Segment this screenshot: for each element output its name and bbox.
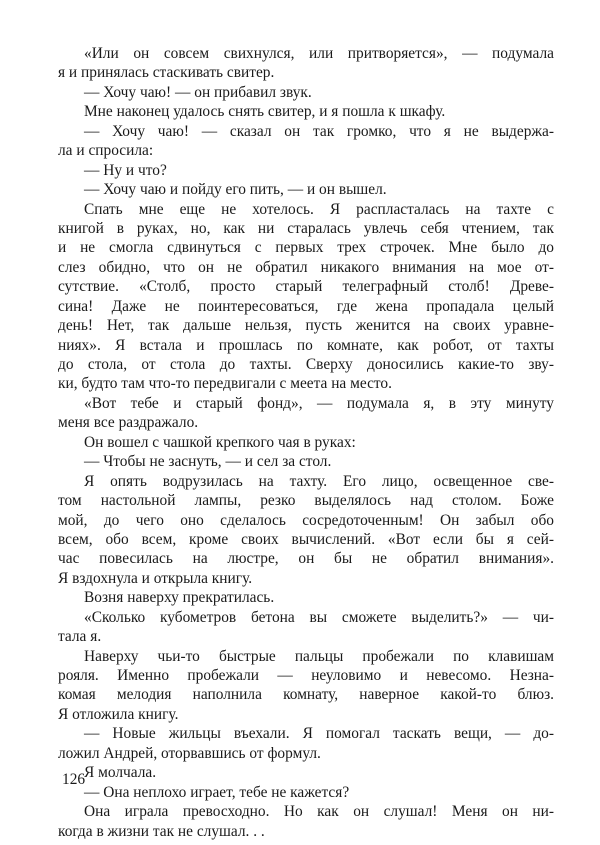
text-line: тала я. xyxy=(58,628,102,646)
text-line: сина! Даже не поинтересоваться, где жена пропадала целый xyxy=(58,297,554,315)
text-line: Спать мне еще не хотелось. Я распласталась на тахте с xyxy=(84,200,554,218)
text-line: день! Нет, так дальше нельзя, пусть женится на своих уравне- xyxy=(58,317,554,335)
text-line: ниях». Я встала и прошлась по комнате, как робот, от тахты xyxy=(58,336,554,354)
text-line: ложил Андрей, оторвавшись от формул. xyxy=(58,744,321,762)
text-line: ла и спросила: xyxy=(58,142,154,160)
text-line: рояля. Именно пробежали — неуловимо и невесомо. Незна- xyxy=(58,667,554,684)
text-line: час повесилась на люстре, он бы не обратил внимания». xyxy=(58,550,554,568)
text-line: Мне наконец удалось снять свитер, и я пошла к шкафу. xyxy=(84,103,446,121)
text-line: Я отложила книгу. xyxy=(58,705,179,723)
text-line: — Новые жильцы въехали. Я помогал таскать вещи, — до- xyxy=(84,725,554,743)
text-line: Наверху чьи-то быстрые пальцы пробежали по клавишам xyxy=(84,647,554,665)
text-line: книгой в руках, но, как ни старалась увлечь себя чтением, так xyxy=(58,219,554,237)
text-line: том настольной лампы, резко выделялось над столом. Боже xyxy=(58,492,554,510)
text-line: «Вот тебе и старый фонд», — подумала я, в эту минуту xyxy=(84,394,554,412)
text-line: до стола, от стола до тахты. Сверху доносились какие-то зву- xyxy=(58,356,554,373)
text-line: — Хочу чаю и пойду его пить, — и он вышел. xyxy=(84,181,387,199)
page-number: 126 xyxy=(62,771,86,788)
text-line: комая мелодия наполнила комнату, наверное какой-то блюз. xyxy=(58,686,554,704)
text-line: Возня наверху прекратилась. xyxy=(84,589,275,607)
text-line: — Хочу чаю! — сказал он так громко, что я не выдержа- xyxy=(84,122,554,140)
text-line: Она играла превосходно. Но как он слушал! Меня он ни- xyxy=(84,803,554,821)
text-line: Он вошел с чашкой крепкого чая в руках: xyxy=(84,433,356,451)
text-line: «Или он совсем свихнулся, или притворяется», — подумала xyxy=(84,45,554,62)
text-line: Я опять водрузилась на тахту. Его лицо, освещенное све- xyxy=(84,472,554,490)
text-line: когда в жизни так не слушал. . . xyxy=(58,822,265,840)
text-line: — Ну и что? xyxy=(84,161,167,179)
text-line: меня все раздражало. xyxy=(58,414,199,432)
text-line: всем, обо всем, кроме своих вычислений. «Вот если бы я сей- xyxy=(58,530,554,548)
text-line: — Чтобы не заснуть, — и сел за стол. xyxy=(84,453,332,471)
text-line: сутствие. «Столб, просто старый телеграфный столб! Древе- xyxy=(58,278,554,296)
text-line: я и принялась стаскивать свитер. xyxy=(58,64,275,82)
text-line: Я молчала. xyxy=(84,764,157,782)
text-line: Я вздохнула и открыла книгу. xyxy=(58,569,253,587)
text-line: ки, будто там что-то передвигали с меета на место. xyxy=(58,375,392,393)
text-line: «Сколько кубометров бетона вы сможете выделить?» — чи- xyxy=(84,608,554,626)
text-line: — Она неплохо играет, тебе не кажется? xyxy=(84,783,350,801)
text-line: слез обидно, что он не обратил никакого внимания на мое от- xyxy=(58,258,554,276)
page-body xyxy=(58,44,554,841)
text-line: — Хочу чаю! — он прибавил звук. xyxy=(84,83,312,101)
text-line: и не смогла сдвинуться с первых трех строчек. Мне было до xyxy=(58,239,554,257)
text-line: мой, до чего оно сделалось сосредоточенным! Он забыл обо xyxy=(58,511,554,529)
